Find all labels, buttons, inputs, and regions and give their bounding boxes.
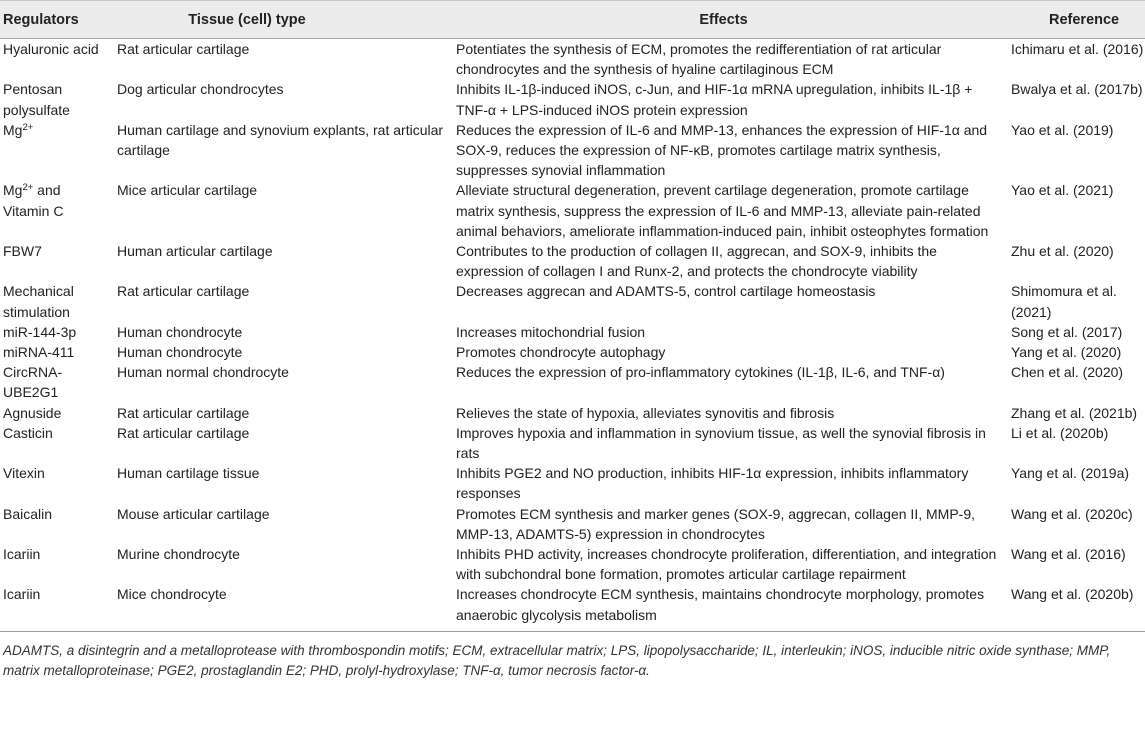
effects-cell: Inhibits IL-1β-induced iNOS, c-Jun, and HIF-1α mRNA upregulation, inhibits IL-1β + TNF-α + LPS-induced iNOS protein expression <box>456 81 973 118</box>
reference-cell: Yao et al. (2021) <box>1011 182 1114 199</box>
effects-cell: Potentiates the synthesis of ECM, promotes the redifferentiation of rat articular chondrocytes and the synthesis of hyaline cartilaginous ECM <box>456 41 942 78</box>
reference-cell: Yao et al. (2019) <box>1011 121 1114 138</box>
effects-cell: Promotes chondrocyte autophagy <box>456 344 666 361</box>
regulator-cell: Hyaluronic acid <box>3 41 99 57</box>
table-header <box>0 1 1145 39</box>
regulator-superscript: 2+ <box>22 182 34 194</box>
table-row <box>0 584 1145 631</box>
tissue-cell: Mouse articular cartilage <box>117 505 270 522</box>
effects-cell: Relieves the state of hypoxia, alleviates synovitis and fibrosis <box>456 404 835 421</box>
regulator-cell <box>0 120 108 181</box>
header-regulators: Regulators <box>0 1 108 39</box>
tissue-cell: Mice articular cartilage <box>117 182 258 199</box>
reference-cell: Wang et al. (2016) <box>1011 546 1126 563</box>
effects-cell: Improves hypoxia and inflammation in synovium tissue, as well the synovial fibrosis in rats <box>456 424 986 462</box>
reference-cell: Wang et al. (2020c) <box>1011 505 1133 522</box>
table-row <box>0 281 1145 321</box>
reference-cell: Yang et al. (2019a) <box>1011 465 1130 482</box>
regulator-cell: miRNA-411 <box>3 344 75 361</box>
regulator-base: Mg <box>3 182 23 199</box>
table-row <box>0 504 1145 544</box>
regulator-cell: Baicalin <box>3 505 53 522</box>
regulator-cell: Mechanical stimulation <box>3 283 74 320</box>
table-row <box>0 403 1145 423</box>
effects-cell: Reduces the expression of IL-6 and MMP-13, enhances the expression of HIF-1α and SOX-9, reduces the expression of NF-κB, promotes cartilage matrix synthesis, suppresses synovial inflammation <box>456 121 988 179</box>
reference-cell: Li et al. (2020b) <box>1011 424 1109 441</box>
reference-cell: Ichimaru et al. (2016) <box>1011 41 1144 57</box>
table-row <box>0 79 1145 119</box>
table-row <box>0 322 1145 342</box>
regulator-superscript: 2+ <box>22 121 34 133</box>
tissue-cell: Dog articular chondrocytes <box>117 81 284 98</box>
regulator-cell: Icariin <box>3 546 41 563</box>
tissue-cell: Human cartilage tissue <box>117 465 260 482</box>
effects-cell: Alleviate structural degeneration, prevent cartilage degeneration, promote cartilage matrix synthesis, suppress the expression of IL-6 and MMP-13, alleviate pain-related animal behaviors, ameliorate inflammation-induced pain, inhibit osteophytes formation <box>456 182 989 239</box>
reference-cell: Zhang et al. (2021b) <box>1011 404 1138 421</box>
effects-cell: Inhibits PGE2 and NO production, inhibits HIF-1α expression, inhibits inflammatory responses <box>456 465 969 502</box>
reference-cell: Wang et al. (2020b) <box>1011 584 1145 631</box>
table-row <box>0 544 1145 584</box>
effects-cell: Promotes ECM synthesis and marker genes (SOX-9, aggrecan, collagen II, MMP-9, MMP-13, ADAMTS-5) expression in chondrocytes <box>456 505 975 542</box>
tissue-cell: Human normal chondrocyte <box>117 364 289 381</box>
tissue-cell: Rat articular cartilage <box>117 41 250 57</box>
regulator-cell: CircRNA-UBE2G1 <box>3 364 63 401</box>
regulator-cell: Agnuside <box>3 404 62 421</box>
regulator-cell: Vitexin <box>3 465 45 482</box>
table-row <box>0 362 1145 402</box>
table-row <box>0 39 1145 80</box>
regulator-cell <box>0 180 108 241</box>
table-row <box>0 180 1145 241</box>
regulator-cell: Casticin <box>3 424 53 441</box>
regulator-cell: miR-144-3p <box>3 323 77 340</box>
regulator-tail: and Vitamin C <box>3 182 64 219</box>
table-row <box>0 241 1145 281</box>
tissue-cell: Mice chondrocyte <box>108 584 456 631</box>
table-footnote: ADAMTS, a disintegrin and a metalloprotease with thrombospondin motifs; ECM, extracellular matrix; LPS, lipopolysaccharide; IL, interleukin; iNOS, inducible nitric oxide synthase; MMP, matrix metalloproteinase; PGE2, prostaglandin E2; PHD, prolyl-hydroxylase; TNF-α, tumor necrosis factor-α. <box>3 642 1111 678</box>
regulator-cell: FBW7 <box>3 243 42 260</box>
table-row <box>0 120 1145 181</box>
reference-cell: Chen et al. (2020) <box>1011 364 1124 381</box>
tissue-cell: Rat articular cartilage <box>117 404 250 421</box>
tissue-cell: Human chondrocyte <box>117 323 243 340</box>
tissue-cell: Murine chondrocyte <box>117 546 240 563</box>
regulator-base: Mg <box>3 121 23 138</box>
tissue-cell: Human articular cartilage <box>117 243 273 260</box>
reference-cell: Bwalya et al. (2017b) <box>1011 81 1143 98</box>
table-body <box>0 39 1145 632</box>
reference-cell: Zhu et al. (2020) <box>1011 243 1114 260</box>
header-tissue-type: Tissue (cell) type <box>108 1 456 39</box>
tissue-cell: Rat articular cartilage <box>117 424 250 441</box>
effects-cell: Increases mitochondrial fusion <box>456 323 646 340</box>
table-row <box>0 342 1145 362</box>
header-effects: Effects <box>456 1 1011 39</box>
reference-cell: Shimomura et al. (2021) <box>1011 283 1117 320</box>
tissue-cell: Human cartilage and synovium explants, rat articular cartilage <box>117 121 444 159</box>
effects-cell: Increases chondrocyte ECM synthesis, maintains chondrocyte morphology, promotes anaerobic glycolysis metabolism <box>456 584 1011 631</box>
tissue-cell: Rat articular cartilage <box>117 283 250 300</box>
reference-cell: Song et al. (2017) <box>1011 323 1123 340</box>
effects-cell: Contributes to the production of collagen II, aggrecan, and SOX-9, inhibits the expression of collagen I and Runx-2, and protects the chondrocyte viability <box>456 243 937 280</box>
effects-cell: Reduces the expression of pro-inflammatory cytokines (IL-1β, IL-6, and TNF-α) <box>456 364 945 381</box>
effects-cell: Decreases aggrecan and ADAMTS-5, control cartilage homeostasis <box>456 283 876 300</box>
table-row <box>0 423 1145 463</box>
table-row <box>0 463 1145 503</box>
header-reference: Reference <box>1011 1 1145 39</box>
effects-cell: Inhibits PHD activity, increases chondrocyte proliferation, differentiation, and integration with subchondral bone formation, promotes articular cartilage repairment <box>456 546 997 583</box>
regulator-cell: Icariin <box>0 584 108 631</box>
reference-cell: Yang et al. (2020) <box>1011 344 1122 361</box>
header-row <box>0 1 1145 39</box>
regulator-cell: Pentosan polysulfate <box>3 81 70 118</box>
tissue-cell: Human chondrocyte <box>117 344 243 361</box>
